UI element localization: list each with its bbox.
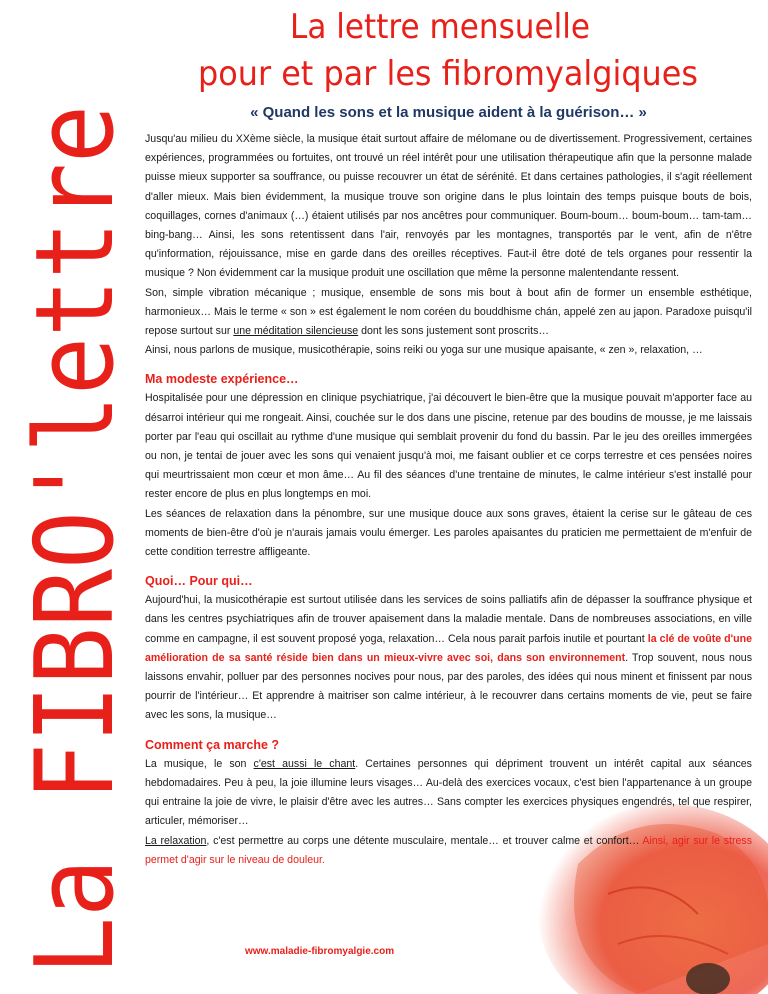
intro-paragraph-3: Ainsi, nous parlons de musique, musicothérapie, soins reiki ou yoga sur une musique apaisante, « zen », relaxation, … bbox=[145, 344, 703, 357]
meditation-link: une méditation silencieuse bbox=[233, 325, 359, 338]
quoi-text-b: . Trop souvent, nous nous laissons envahir, polluer par des personnes nocives pour nous, par des paroles, des idées qui nous minent et finissent par nous pourrir de l'intérieur… Et apprendre à maitriser son calme intérieur, à le recouvrer dans certains moments de vie, peut se faire avec les sons, la musique… bbox=[145, 651, 752, 722]
comment-paragraph-2 bbox=[145, 832, 752, 870]
vertical-title-banner bbox=[0, 0, 140, 994]
comment-p1-underlined: c'est aussi le chant bbox=[253, 757, 356, 770]
vertical-title: La FIBRO'lettre bbox=[13, 0, 138, 975]
section-title-quoi: Quoi… Pour qui… bbox=[145, 574, 253, 589]
newsletter-header bbox=[150, 0, 750, 100]
quoi-highlight: la clé de voûte d'une amélioration de sa santé réside bien dans un mieux-vivre avec soi, dans son environnement bbox=[145, 632, 752, 664]
comment-p2-red: Ainsi, agir sur le stress permet d'agir sur le niveau de douleur. bbox=[145, 834, 752, 866]
experience-paragraph-2: Les séances de relaxation dans la pénombre, sur une musique douce aux sons graves, étaient la cerise sur le gâteau de ces moments de bien-être d'où je n'aurais jamais voulu émerger. Les paroles apaisantes du praticien me permettaient de m'enfuir de cette condition terrestre affligeante. bbox=[145, 507, 752, 559]
quoi-text-a: Aujourd'hui, la musicothérapie est surtout utilisée dans les services de soins palliatifs afin de dépasser la souffrance physique et dans les centres psychiatriques afin de trouver apaisement dans la maladie mentale. Dans de nombreuses associations, en ville comme en campagne, il est souvent proposé yoga, relaxation… Cela nous parait parfois inutile et pourtant bbox=[145, 594, 752, 645]
comment-paragraph-1 bbox=[145, 755, 752, 832]
section-title-comment: Comment ça marche ? bbox=[145, 737, 280, 752]
footer-url[interactable]: www.maladie-fibromyalgie.com bbox=[245, 946, 395, 957]
intro-paragraph-2 bbox=[145, 284, 752, 342]
section-title-experience: Ma modeste expérience… bbox=[145, 372, 299, 387]
comment-p1-a: La musique, le son bbox=[145, 757, 254, 770]
intro-p2-text-b: dont les sons justement sont proscrits… bbox=[358, 325, 549, 338]
comment-p1-b: . Certaines personnes qui dépriment trouvent un intérêt capital aux séances hebdomadaires. Peu à peu, la joie illumine leurs visages… Au-delà des exercices vocaux, c'est bien l'appartenance à un groupe qui entraine la joie de vivre, le plaisir d'être avec les autres… Sans compter les exercices physiques engendrés, tel que respirer, articuler, mémoriser… bbox=[145, 757, 752, 828]
comment-p2-middle: , c'est permettre au corps une détente musculaire, mentale… et trouver calme et confort… bbox=[206, 834, 643, 847]
intro-p2-text-a: Son, simple vibration mécanique ; musique, ensemble de sons mis bout à bout afin de former un ensemble esthétique, harmonieux… Mais le terme « son » est également le nom coréen du bouddhisme chán, appelé zen au japon. Paradoxe puisqu'il repose surtout sur bbox=[145, 286, 752, 338]
header-line-1: La lettre mensuelle bbox=[290, 7, 590, 47]
quoi-paragraph bbox=[145, 591, 752, 725]
intro-paragraph-1: Jusqu'au milieu du XXème siècle, la musique était surtout affaire de mélomane ou de divertissement. Progressivement, certaines expériences, programmées ou fortuites, ont trouvé un réel intérêt pour une utilisation thérapeutique afin que la personne malade puisse mieux supporter sa souffrance, ou puisse recouvrer un état de sérénité. Et dans certaines pathologies, il s'agit réellement d'aller mieux. Mais bien évidemment, la musique trouve son origine dans le plus lointain des temps puisque bouts de bois, coquillages, cornes d'animaux (…) étaient utilisés par nos ancêtres pour communiquer. Boum-boum… boum-boum… tam-tam… bing-bang… Ainsi, les sons retentissent dans l'air, renvoyés par les montagnes, transportés par le vent, afin de n'être qu'information, réjouissance, mise en garde dans des oreilles réceptives. Faut-il être doté de tels organes pour ressentir la musique ? Non évidemment car la musique produit une oscillation que même la personne malentendante ressent. bbox=[145, 133, 752, 280]
header-line-2: pour et par les fibromyalgiques bbox=[198, 54, 698, 94]
comment-p2-underlined: La relaxation bbox=[145, 834, 207, 847]
article bbox=[145, 100, 752, 870]
experience-paragraph-1: Hospitalisée pour une dépression en clinique psychiatrique, j'ai découvert le bien-être que la musique pouvait m'apporter face au désarroi intérieur qui me rongeait. Ainsi, couchée sur le dos dans une piscine, retenue par des boudins de mousse, je me laissais porter par l'eau qui oscillait au rythme d'une musique qui semblait provenir du fond du bassin. Par le jeu des oreilles immergées ou non, je tentai de jouer avec les sons qui venaient jusqu'à moi, me faisant oublier et ce corps terrestre et ces pensées noires qui meurtrissaient mon cœur et mon âme… Au fil des séances d'une trentaine de minutes, le calme intérieur s'est installé pour rester encore de plus en plus longtemps en moi. bbox=[145, 392, 752, 501]
article-title: « Quand les sons et la musique aident à la guérison… » bbox=[250, 104, 647, 121]
